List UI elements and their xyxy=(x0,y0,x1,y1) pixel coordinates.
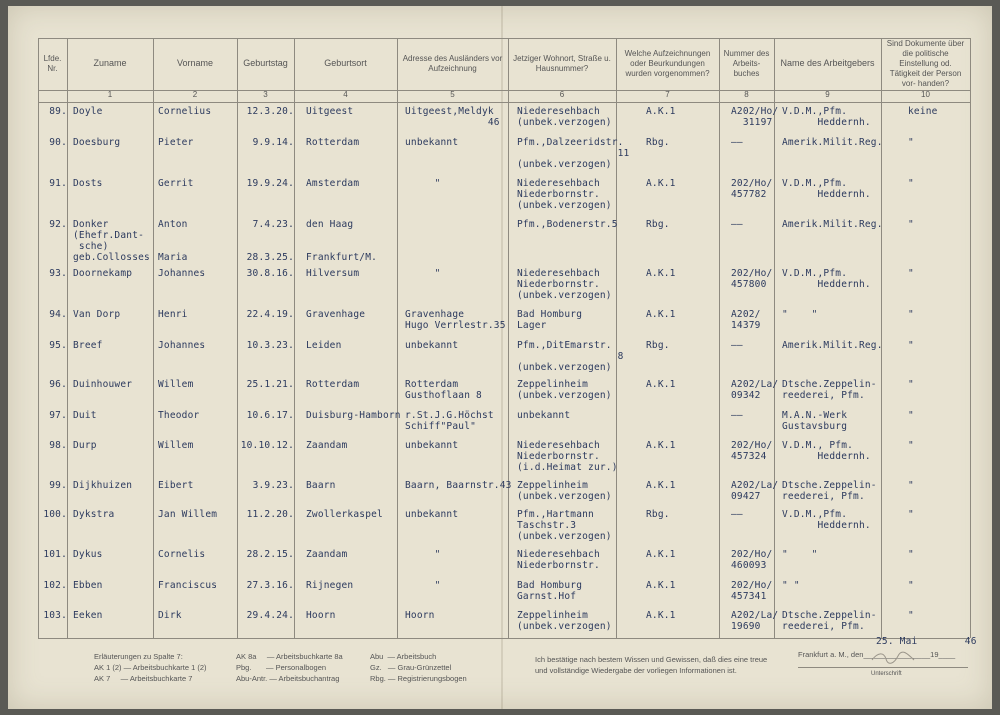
row-95-zuname: Breef xyxy=(73,340,103,351)
row-90-wohnort: Pfm.,Dalzeeridstr. 11 (unbek.verzogen) xyxy=(517,137,630,170)
row-89-ort: Uitgeest xyxy=(306,106,354,117)
row-91-vorname: Gerrit xyxy=(158,178,194,189)
header-bottom-line xyxy=(38,90,970,91)
header-adresse: Adresse des Ausländers vor Aufzeichnung xyxy=(402,54,503,73)
col-divider xyxy=(508,38,509,638)
legend-column-3: Abu — Arbeitsbuch Gz. — Grau-Grünzettel Rbg. — Registrierungsbogen xyxy=(370,652,467,683)
row-99-wohnort: Zeppelinheim (unbek.verzogen) xyxy=(517,480,612,502)
row-97-zuname: Duit xyxy=(73,410,97,421)
row-101-aufz: A.K.1 xyxy=(646,549,676,560)
row-89-nr: 89. xyxy=(49,106,67,117)
row-92-geb: 7.4.23. 28.3.25. xyxy=(246,219,294,263)
row-97-ort: Duisburg-Hamborn xyxy=(306,410,401,421)
typed-date: 25. Mai 46 xyxy=(876,636,977,647)
row-99-nr: 99. xyxy=(49,480,67,491)
legend-column-1: AK 1 (2) — Arbeitsbuchkarte 1 (2) AK 7 — Arbeitsbuchkarte 7 xyxy=(94,663,207,683)
row-100-zuname: Dykstra xyxy=(73,509,115,520)
row-89-dok: keine xyxy=(908,106,938,117)
row-93-dok: " xyxy=(908,268,914,279)
row-100-aufz: Rbg. xyxy=(646,509,670,520)
row-90-dok: " xyxy=(908,137,914,148)
col-divider xyxy=(294,38,295,638)
row-94-dok: " xyxy=(908,309,914,320)
row-93-vorname: Johannes xyxy=(158,268,206,279)
row-90-aufz: Rbg. xyxy=(646,137,670,148)
row-103-adresse: Hoorn xyxy=(405,610,435,621)
row-102-vorname: Franciscus xyxy=(158,580,218,591)
row-92-vorname: Anton Maria xyxy=(158,219,188,263)
row-89-abuch: A202/Ho/ 31197 xyxy=(731,106,779,128)
row-96-dok: " xyxy=(908,379,914,390)
row-103-dok: " xyxy=(908,610,914,621)
header-arbeitsbuch-nummer: Nummer des Arbeits- buches xyxy=(723,49,770,78)
row-97-dok: " xyxy=(908,410,914,421)
row-100-arbeitgeber: V.D.M.,Pfm. Heddernh. xyxy=(782,509,871,531)
row-89-arbeitgeber: V.D.M.,Pfm. Heddernh. xyxy=(782,106,871,128)
row-101-abuch: 202/Ho/ 460093 xyxy=(731,549,773,571)
row-94-ort: Gravenhage xyxy=(306,309,366,320)
row-103-ort: Hoorn xyxy=(306,610,336,621)
row-101-wohnort: Niederesehbach Niederbornstr. xyxy=(517,549,600,571)
row-101-geb: 28.2.15. xyxy=(246,549,294,560)
row-91-arbeitgeber: V.D.M.,Pfm. Heddernh. xyxy=(782,178,871,200)
row-91-ort: Amsterdam xyxy=(306,178,360,189)
row-99-arbeitgeber: Dtsche.Zeppelin- reederei, Pfm. xyxy=(782,480,877,502)
row-98-zuname: Durp xyxy=(73,440,97,451)
place-date-line: Frankfurt a. M., den________________19____ xyxy=(798,650,956,659)
header-lfde-nr: Lfde. Nr. xyxy=(43,54,62,73)
col-number-8: 8 xyxy=(744,90,749,99)
row-97-geb: 10.6.17. xyxy=(246,410,294,421)
col-number-2: 2 xyxy=(192,90,198,99)
col-divider xyxy=(67,38,68,638)
signature-mark xyxy=(868,650,918,666)
row-94-wohnort: Bad Homburg Lager xyxy=(517,309,583,331)
row-101-ort: Zaandam xyxy=(306,549,348,560)
row-93-aufz: A.K.1 xyxy=(646,268,676,279)
row-94-aufz: A.K.1 xyxy=(646,309,676,320)
row-93-adresse: " xyxy=(405,268,441,279)
row-100-dok: " xyxy=(908,509,914,520)
row-90-arbeitgeber: Amerik.Milit.Reg. xyxy=(782,137,883,148)
row-100-wohnort: Pfm.,Hartmann Taschstr.3 (unbek.verzogen) xyxy=(517,509,612,542)
col-divider xyxy=(38,38,39,638)
row-91-geb: 19.9.24. xyxy=(246,178,294,189)
row-94-zuname: Van Dorp xyxy=(73,309,121,320)
row-92-nr: 92. xyxy=(49,219,67,230)
table-top-line xyxy=(38,38,970,39)
row-93-geb: 30.8.16. xyxy=(246,268,294,279)
row-89-aufz: A.K.1 xyxy=(646,106,676,117)
row-90-vorname: Pieter xyxy=(158,137,194,148)
row-89-vorname: Cornelius xyxy=(158,106,212,117)
header-dokumente: Sind Dokumente über die politische Einstellung od. Tätigkeit der Person vor- handen? xyxy=(886,39,965,88)
row-100-vorname: Jan Willem xyxy=(158,509,218,520)
row-93-ort: Hilversum xyxy=(306,268,360,279)
col-divider xyxy=(881,38,882,638)
row-102-abuch: 202/Ho/ 457341 xyxy=(731,580,773,602)
row-97-abuch: —— xyxy=(731,410,743,421)
legend-title: Erläuterungen zu Spalte 7: xyxy=(94,652,183,661)
row-98-ort: Zaandam xyxy=(306,440,348,451)
row-90-ort: Rotterdam xyxy=(306,137,360,148)
row-99-dok: " xyxy=(908,480,914,491)
row-102-nr: 102. xyxy=(43,580,67,591)
row-99-abuch: A202/La/ 09427 xyxy=(731,480,779,502)
row-91-adresse: " xyxy=(405,178,441,189)
table-bottom-line xyxy=(38,638,970,639)
row-92-ort: den Haag Frankfurt/M. xyxy=(306,219,378,263)
row-90-nr: 90. xyxy=(49,137,67,148)
header-geburtsort: Geburtsort xyxy=(324,58,367,69)
row-94-adresse: Gravenhage Hugo Verrlestr.35 xyxy=(405,309,506,331)
row-98-wohnort: Niederesehbach Niederbornstr. (i.d.Heimat zur.) xyxy=(517,440,618,473)
row-102-wohnort: Bad Homburg Garnst.Hof xyxy=(517,580,583,602)
row-103-vorname: Dirk xyxy=(158,610,182,621)
row-98-abuch: 202/Ho/ 457324 xyxy=(731,440,773,462)
row-99-aufz: A.K.1 xyxy=(646,480,676,491)
row-98-arbeitgeber: V.D.M., Pfm. Heddernh. xyxy=(782,440,871,462)
row-93-nr: 93. xyxy=(49,268,67,279)
row-99-zuname: Dijkhuizen xyxy=(73,480,133,491)
row-90-abuch: —— xyxy=(731,137,743,148)
row-101-arbeitgeber: " " xyxy=(782,549,818,560)
row-103-arbeitgeber: Dtsche.Zeppelin- reederei, Pfm. xyxy=(782,610,877,632)
row-90-adresse: unbekannt xyxy=(405,137,459,148)
row-96-geb: 25.1.21. xyxy=(246,379,294,390)
row-97-arbeitgeber: M.A.N.-Werk Gustavsburg xyxy=(782,410,848,432)
row-102-dok: " xyxy=(908,580,914,591)
row-95-geb: 10.3.23. xyxy=(246,340,294,351)
row-99-adresse: Baarn, Baarnstr.43 xyxy=(405,480,512,491)
legend-column-2: AK 8a — Arbeitsbuchkarte 8a Pbg. — Personalbogen Abu-Antr. — Arbeitsbuchantrag xyxy=(236,652,343,683)
col-number-4: 4 xyxy=(343,90,348,99)
col-divider xyxy=(397,38,398,638)
row-97-adresse: r.St.J.G.Höchst Schiff"Paul" xyxy=(405,410,494,432)
row-94-vorname: Henri xyxy=(158,309,188,320)
header-arbeitgeber: Name des Arbeitgebers xyxy=(780,58,875,69)
colnum-bottom-line xyxy=(38,102,970,103)
row-95-ort: Leiden xyxy=(306,340,342,351)
row-95-adresse: unbekannt xyxy=(405,340,459,351)
row-102-adresse: " xyxy=(405,580,441,591)
row-92-arbeitgeber: Amerik.Milit.Reg. xyxy=(782,219,883,230)
row-94-geb: 22.4.19. xyxy=(246,309,294,320)
col-number-3: 3 xyxy=(263,90,268,99)
col-number-7: 7 xyxy=(665,90,670,99)
header-wohnort: Jetziger Wohnort, Straße u. Hausnummer? xyxy=(513,54,611,73)
row-103-abuch: A202/La/ 19690 xyxy=(731,610,779,632)
row-95-wohnort: Pfm.,DitEmarstr. 8 (unbek.verzogen) xyxy=(517,340,624,373)
row-102-ort: Rijnegen xyxy=(306,580,354,591)
row-102-arbeitgeber: " " xyxy=(782,580,800,591)
header-vorname: Vorname xyxy=(176,58,214,69)
row-92-wohnort: Pfm.,Bodenerstr.5 xyxy=(517,219,618,230)
row-89-wohnort: Niederesehbach (unbek.verzogen) xyxy=(517,106,612,128)
row-98-aufz: A.K.1 xyxy=(646,440,676,451)
row-97-wohnort: unbekannt xyxy=(517,410,571,421)
row-96-aufz: A.K.1 xyxy=(646,379,676,390)
row-98-nr: 98. xyxy=(49,440,67,451)
row-95-vorname: Johannes xyxy=(158,340,206,351)
page-fold xyxy=(501,6,503,709)
header-zuname: Zuname xyxy=(93,58,127,69)
col-divider xyxy=(616,38,617,638)
row-101-adresse: " xyxy=(405,549,441,560)
signature-line xyxy=(798,667,968,668)
row-91-wohnort: Niederesehbach Niederbornstr. (unbek.verzogen) xyxy=(517,178,612,211)
row-99-geb: 3.9.23. xyxy=(252,480,294,491)
row-95-nr: 95. xyxy=(49,340,67,351)
row-96-nr: 96. xyxy=(49,379,67,390)
row-97-vorname: Theodor xyxy=(158,410,200,421)
row-101-zuname: Dykus xyxy=(73,549,103,560)
row-96-ort: Rotterdam xyxy=(306,379,360,390)
row-103-aufz: A.K.1 xyxy=(646,610,676,621)
row-100-abuch: —— xyxy=(731,509,743,520)
row-101-vorname: Cornelis xyxy=(158,549,206,560)
row-91-abuch: 202/Ho/ 457782 xyxy=(731,178,773,200)
row-100-nr: 100. xyxy=(43,509,67,520)
row-103-nr: 103. xyxy=(43,610,67,621)
register-sheet xyxy=(8,6,992,709)
row-101-nr: 101. xyxy=(43,549,67,560)
row-103-zuname: Eeken xyxy=(73,610,103,621)
row-94-nr: 94. xyxy=(49,309,67,320)
row-91-nr: 91. xyxy=(49,178,67,189)
row-102-geb: 27.3.16. xyxy=(246,580,294,591)
col-number-10: 10 xyxy=(921,90,930,99)
row-99-ort: Baarn xyxy=(306,480,336,491)
col-number-9: 9 xyxy=(825,90,830,99)
row-93-abuch: 202/Ho/ 457800 xyxy=(731,268,773,290)
row-92-zuname: Donker (Ehefr.Dant- sche) geb.Collosses xyxy=(73,219,150,263)
row-102-aufz: A.K.1 xyxy=(646,580,676,591)
row-95-dok: " xyxy=(908,340,914,351)
header-geburtstag: Geburtstag xyxy=(243,58,288,69)
row-90-geb: 9.9.14. xyxy=(252,137,294,148)
row-102-zuname: Ebben xyxy=(73,580,103,591)
col-number-1: 1 xyxy=(107,90,113,99)
row-98-geb: 10.10.12. xyxy=(240,440,294,451)
row-96-arbeitgeber: Dtsche.Zeppelin- reederei, Pfm. xyxy=(782,379,877,401)
row-100-adresse: unbekannt xyxy=(405,509,459,520)
row-95-aufz: Rbg. xyxy=(646,340,670,351)
signature-label: Unterschrift xyxy=(871,671,902,677)
row-92-abuch: —— xyxy=(731,219,743,230)
row-95-abuch: —— xyxy=(731,340,743,351)
row-96-vorname: Willem xyxy=(158,379,194,390)
row-93-arbeitgeber: V.D.M.,Pfm. Heddernh. xyxy=(782,268,871,290)
col-number-6: 6 xyxy=(559,90,565,99)
row-96-wohnort: Zeppelinheim (unbek.verzogen) xyxy=(517,379,612,401)
row-94-arbeitgeber: " " xyxy=(782,309,818,320)
row-98-vorname: Willem xyxy=(158,440,194,451)
col-divider xyxy=(774,38,775,638)
row-93-zuname: Doornekamp xyxy=(73,268,133,279)
row-92-dok: " xyxy=(908,219,914,230)
row-101-dok: " xyxy=(908,549,914,560)
col-divider xyxy=(153,38,154,638)
row-95-arbeitgeber: Amerik.Milit.Reg. xyxy=(782,340,883,351)
row-99-vorname: Eibert xyxy=(158,480,194,491)
row-89-geb: 12.3.20. xyxy=(246,106,294,117)
row-91-aufz: A.K.1 xyxy=(646,178,676,189)
row-98-adresse: unbekannt xyxy=(405,440,459,451)
row-96-abuch: A202/La/ 09342 xyxy=(731,379,779,401)
row-100-ort: Zwollerkaspel xyxy=(306,509,383,520)
header-aufzeichnungen: Welche Aufzeichnungen oder Beurkundungen wurden vorgenommen? xyxy=(624,49,711,78)
row-96-zuname: Duinhouwer xyxy=(73,379,133,390)
row-103-wohnort: Zeppelinheim (unbek.verzogen) xyxy=(517,610,612,632)
row-90-zuname: Doesburg xyxy=(73,137,121,148)
col-number-5: 5 xyxy=(450,90,455,99)
row-91-dok: " xyxy=(908,178,914,189)
col-divider xyxy=(970,38,971,638)
row-93-wohnort: Niederesehbach Niederbornstr. (unbek.verzogen) xyxy=(517,268,612,301)
certification-text: Ich bestätige nach bestem Wissen und Gewissen, daß dies eine treue und vollständige Wiedergabe der vorliegen Informationen ist. xyxy=(535,655,768,675)
row-103-geb: 29.4.24. xyxy=(246,610,294,621)
row-91-zuname: Dosts xyxy=(73,178,103,189)
row-89-adresse: Uitgeest,Meldyk 46 xyxy=(405,106,500,128)
col-divider xyxy=(237,38,238,638)
col-divider xyxy=(719,38,720,638)
row-89-zuname: Doyle xyxy=(73,106,103,117)
row-96-adresse: Rotterdam Gusthoflaan 8 xyxy=(405,379,482,401)
row-100-geb: 11.2.20. xyxy=(246,509,294,520)
row-97-nr: 97. xyxy=(49,410,67,421)
row-94-abuch: A202/ 14379 xyxy=(731,309,761,331)
row-92-aufz: Rbg. xyxy=(646,219,670,230)
row-98-dok: " xyxy=(908,440,914,451)
